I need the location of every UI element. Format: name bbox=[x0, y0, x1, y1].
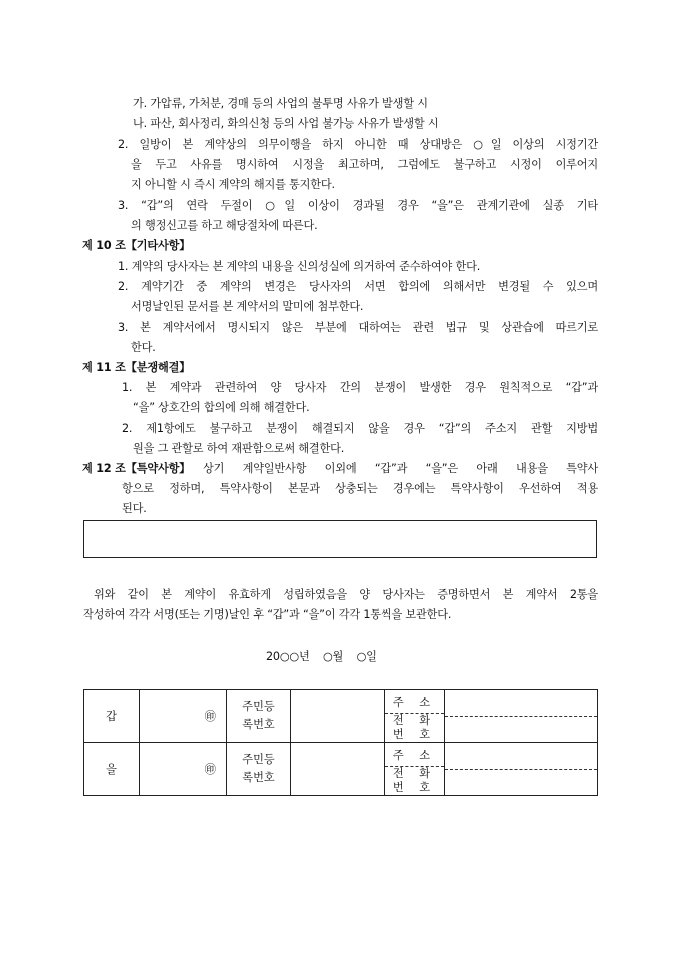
clause11-item2-line1: 2. 제1항에도 불구하고 분쟁이 해결되지 않을 경우 “갑”의 주소지 관할 지방법 bbox=[122, 422, 598, 435]
clause11-item1-line1: 1. 본 계약과 관련하여 양 당사자 간의 분쟁이 발생한 경우 원칙적으로 “갑”과 bbox=[122, 381, 598, 394]
id-number-field[interactable] bbox=[291, 690, 385, 743]
special-terms-box[interactable] bbox=[83, 520, 597, 558]
address-label: 주 소 bbox=[392, 695, 437, 709]
party-row-eul bbox=[84, 743, 598, 796]
clause10-heading: 제 10 조【기타사항】 bbox=[82, 239, 191, 252]
phone-label: 전 화 번 호 bbox=[385, 766, 444, 795]
seal-mark[interactable]: ㊞ bbox=[140, 690, 227, 743]
party-name: 갑 bbox=[84, 690, 140, 743]
phone-label: 전 화 번 호 bbox=[385, 713, 444, 742]
clause12-heading: 제 12 조【특약사항】 bbox=[82, 462, 191, 475]
clause12-text-line1: 상기 계약일반사항 이외에 “갑”과 “을”은 아래 내용을 특약사 bbox=[203, 462, 598, 475]
closing-line1: 위와 같이 본 계약이 유효하게 성립하였음을 양 당사자는 증명하면서 본 계약서 2통을 bbox=[94, 588, 598, 601]
phone-field bbox=[445, 716, 597, 743]
clause9-item2-line3: 지 아니할 시 즉시 계약의 해지를 통지한다. bbox=[131, 178, 335, 191]
address-phone-fields[interactable] bbox=[445, 743, 598, 796]
clause9-item2-line2: 을 두고 사유를 명시하여 시정을 최고하며, 그럼에도 불구하고 시정이 이루어지 bbox=[131, 158, 598, 171]
closing-line2: 작성하여 각각 서명(또는 기명)날인 후 “갑”과 “을”이 각각 1통씩을 보관한다. bbox=[83, 608, 452, 621]
id-number-label: 주민등 록번호 bbox=[227, 743, 291, 796]
party-row-gap bbox=[84, 690, 598, 743]
clause12-text-line3: 된다. bbox=[122, 502, 147, 515]
clause10-item1: 1. 계약의 당사자는 본 계약의 내용을 신의성실에 의거하여 준수하여야 한다. bbox=[118, 260, 481, 273]
phone-field bbox=[445, 769, 597, 796]
address-field bbox=[445, 690, 597, 716]
clause11-item2-line2: 원을 그 관할로 하여 재판함으로써 해결한다. bbox=[133, 442, 345, 455]
clause9-item1-sub-b: 나. 파산, 회사정리, 화의신청 등의 사업 불가능 사유가 발생할 시 bbox=[133, 117, 439, 130]
clause12-text-line2: 항으로 정하며, 특약사항이 본문과 상충되는 경우에는 특약사항이 우선하여 적용 bbox=[122, 482, 598, 495]
id-number-label: 주민등 록번호 bbox=[227, 690, 291, 743]
clause10-item2-line1: 2. 계약기간 중 계약의 변경은 당사자의 서면 합의에 의해서만 변경될 수 있으며 bbox=[118, 280, 598, 293]
address-phone-labels bbox=[385, 743, 445, 796]
clause10-item2-line2: 서명날인된 문서를 본 계약서의 말미에 첨부한다. bbox=[131, 300, 364, 313]
signature-table bbox=[83, 689, 598, 796]
contract-date: 20○○년 ○월 ○일 bbox=[266, 650, 377, 663]
id-number-field[interactable] bbox=[291, 743, 385, 796]
party-name: 을 bbox=[84, 743, 140, 796]
clause9-item2-line1: 2. 일방이 본 계약상의 의무이행을 하지 아니한 때 상대방은 ○일 이상의 시정기간 bbox=[118, 138, 598, 151]
clause10-item3-line1: 3. 본 계약서에서 명시되지 않은 부분에 대하여는 관련 법규 및 상관습에 따르기로 bbox=[118, 321, 598, 334]
address-field bbox=[445, 743, 597, 769]
clause9-item3-line1: 3. “갑”의 연락 두절이 ○일 이상이 경과될 경우 “을”은 관계기관에 실종 기타 bbox=[118, 199, 598, 212]
clause11-heading: 제 11 조【분쟁해결】 bbox=[82, 361, 191, 374]
address-label: 주 소 bbox=[392, 748, 437, 762]
address-phone-fields[interactable] bbox=[445, 690, 598, 743]
address-phone-labels bbox=[385, 690, 445, 743]
clause11-item1-line2: “을” 상호간의 합의에 의해 해결한다. bbox=[133, 401, 310, 414]
seal-mark[interactable]: ㊞ bbox=[140, 743, 227, 796]
clause10-item3-line2: 한다. bbox=[131, 341, 156, 354]
clause9-item3-line2: 의 행정신고를 하고 해당절차에 따른다. bbox=[131, 219, 318, 232]
clause9-item1-sub-a: 가. 가압류, 가처분, 경매 등의 사업의 불투명 사유가 발생할 시 bbox=[133, 97, 428, 110]
